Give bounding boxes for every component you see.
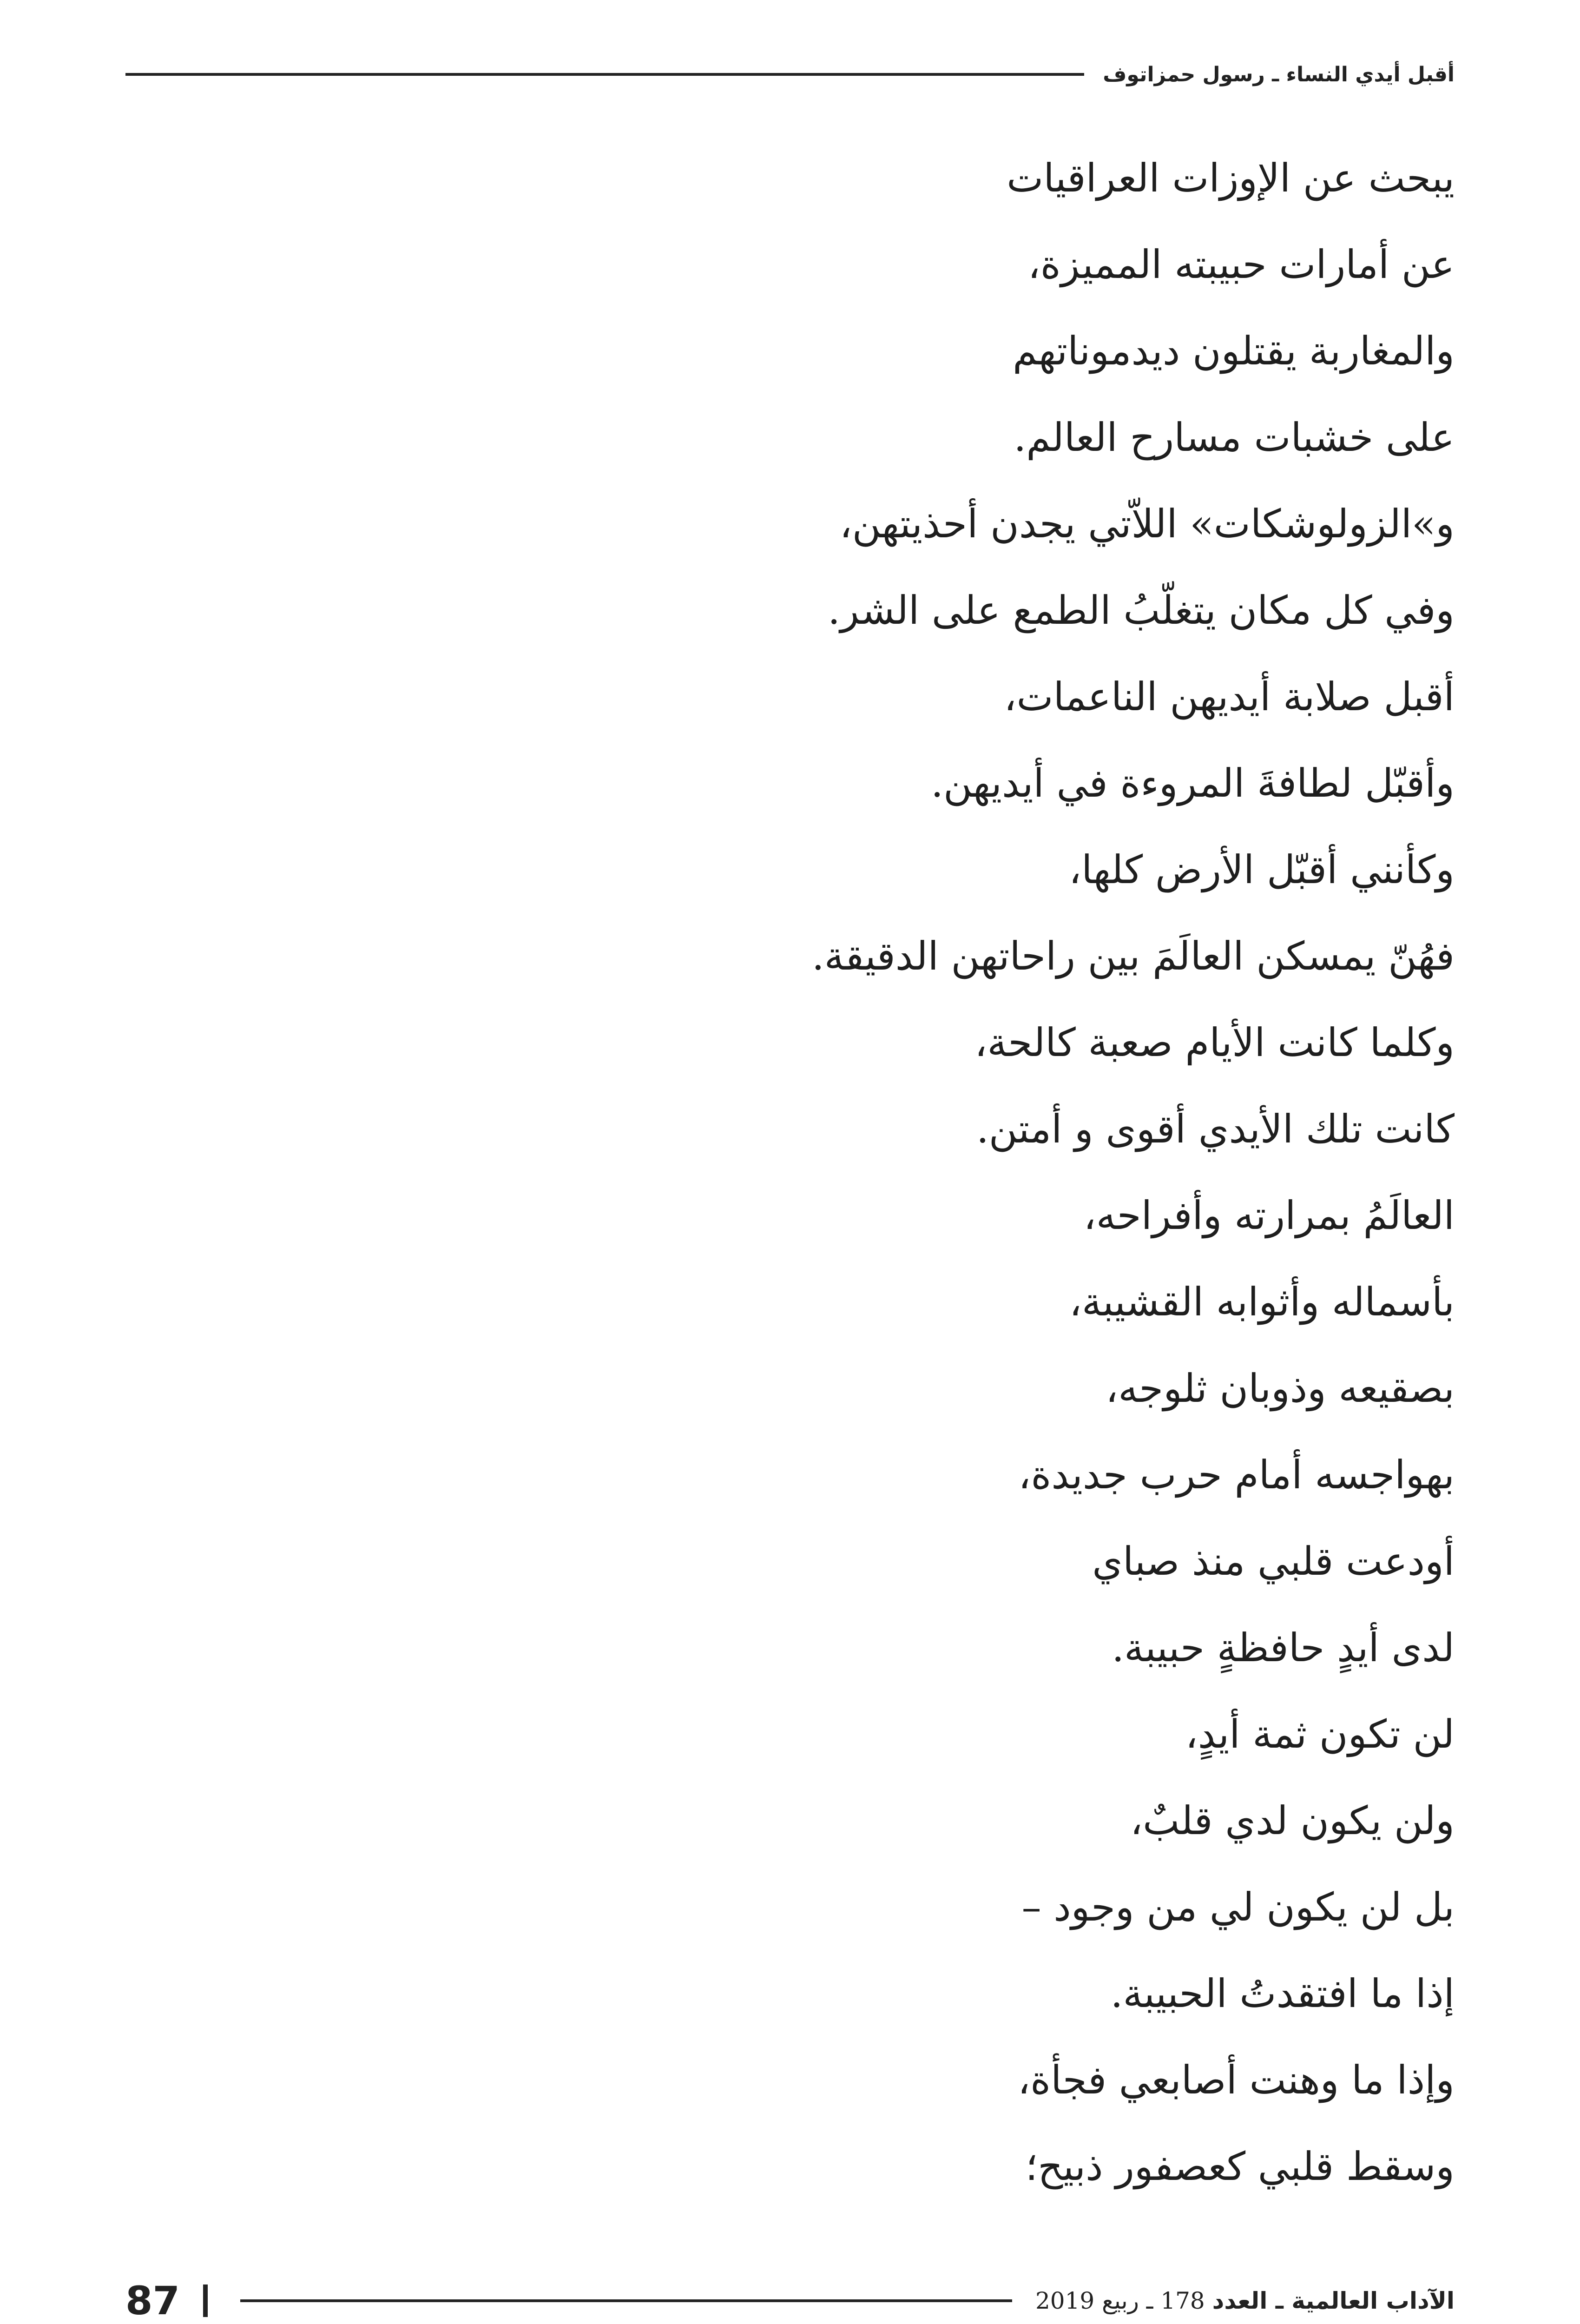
poem-line: وكلما كانت الأيام صعبة كالحة، bbox=[974, 1020, 1455, 1065]
header-title: أقبل أيدي النساء ـ رسول حمزاتوف bbox=[1103, 62, 1455, 86]
journal-info bbox=[1035, 2287, 1455, 2314]
poem-line: وأقبّل لطافةَ المروءة في أيديهن. bbox=[931, 760, 1455, 806]
poem-line: أقبل صلابة أيديهن الناعمات، bbox=[1004, 674, 1455, 720]
poem-line: العالَمُ بمرارته وأفراحه، bbox=[1083, 1193, 1455, 1238]
poem-line: لدى أيدٍ حافظةٍ حبيبة. bbox=[1112, 1625, 1455, 1670]
poem-line: ولن يكون لدي قلبٌ، bbox=[1130, 1798, 1455, 1843]
poem-body bbox=[200, 135, 1455, 2210]
poem-line: وكأنني أقبّل الأرض كلها، bbox=[1068, 847, 1455, 892]
footer-rule bbox=[240, 2299, 1012, 2302]
poem-line: على خشبات مسارح العالم. bbox=[1014, 415, 1455, 460]
poem-line: أودعت قلبي منذ صباي bbox=[1092, 1538, 1455, 1584]
poem-line: لن تكون ثمة أيدٍ، bbox=[1185, 1711, 1455, 1757]
poem-line: وسقط قلبي كعصفور ذبيح؛ bbox=[1025, 2144, 1455, 2189]
poem-line: وإذا ما وهنت أصابعي فجأة، bbox=[1018, 2057, 1455, 2103]
poem-line: كانت تلك الأيدي أقوى و أمتن. bbox=[976, 1106, 1455, 1152]
footer-separator-bar bbox=[203, 2284, 208, 2317]
page-footer bbox=[125, 2278, 1455, 2324]
poem-line: بل لن يكون لي من وجود – bbox=[1021, 1884, 1455, 1930]
poem-line: بصقيعه وذوبان ثلوجه، bbox=[1106, 1366, 1455, 1411]
poem-line: و»الزولوشكات» اللاّتي يجدن أحذيتهن، bbox=[839, 501, 1455, 547]
header-rule bbox=[125, 73, 1084, 76]
issue-info: 178 ـ ربيع 2019 bbox=[1035, 2287, 1205, 2314]
poem-line: وفي كل مكان يتغلّبُ الطمع على الشر. bbox=[828, 588, 1455, 633]
poem-line: يبحث عن الإوزات العراقيات bbox=[1007, 155, 1455, 201]
poem-line: والمغاربة يقتلون ديدموناتهم bbox=[1013, 328, 1455, 374]
poem-line: بأسماله وأثوابه القشيبة، bbox=[1069, 1279, 1455, 1325]
poem-line: إذا ما افتقدتُ الحبيبة. bbox=[1110, 1971, 1455, 2016]
poem-line: بهواجسه أمام حرب جديدة، bbox=[1018, 1452, 1455, 1498]
page-number: 87 bbox=[125, 2278, 180, 2324]
poem-line: عن أمارات حبيبته المميزة، bbox=[1027, 242, 1455, 287]
poem-line: فهُنّ يمسكن العالَمَ بين راحاتهن الدقيقة. bbox=[812, 933, 1455, 979]
journal-name: الآداب العالمية ـ العدد bbox=[1212, 2287, 1455, 2314]
running-header bbox=[125, 60, 1455, 88]
